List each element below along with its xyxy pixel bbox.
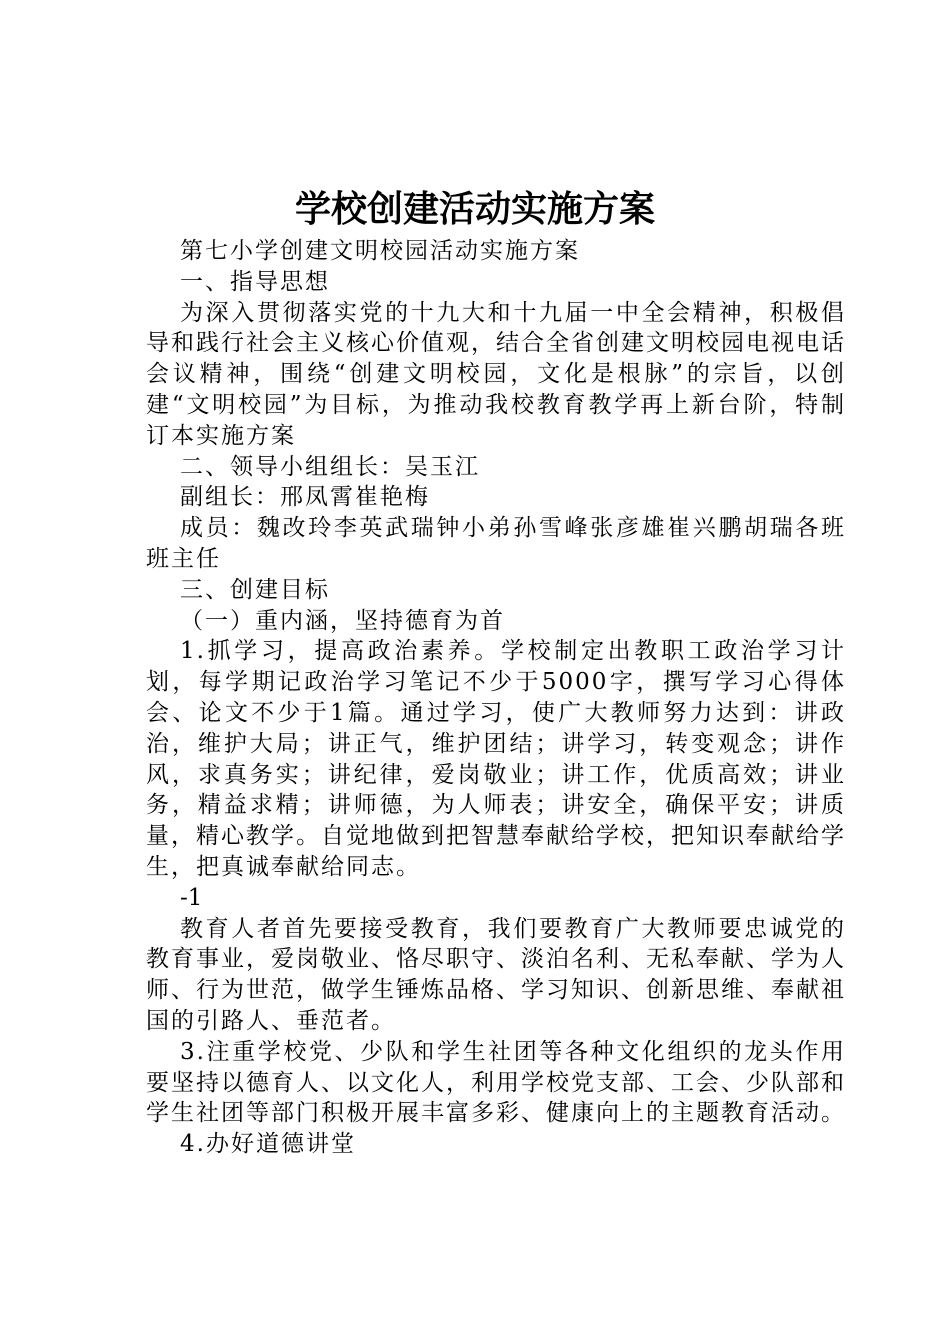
- subheading-moral-education: （一）重内涵，坚持德育为首: [180, 607, 505, 634]
- paragraph-item-1: 1.抓学习，提高政治素养。学校制定出教职工政治学习计划，每学期记政治学习笔记不少于5000字，撰写学习心得体会、论文不少于1篇。通过学习，使广大教师努力达到：讲政治，维护大局；讲正气，维护团结；讲学习，转变观念；讲作风，求真务实；讲纪律，爱岗敬业；讲工作，优质高效；讲业务，精益求精；讲师德，为人师表；讲安全，确保平安；讲质量，精心教学。自觉地做到把智慧奉献给学校，把知识奉献给学生，把真诚奉献给同志。: [146, 638, 846, 880]
- paragraph-item-3: 3.注重学校党、少队和学生社团等各种文化组织的龙头作用要坚持以德育人、以文化人，利用学校党支部、工会、少队部和学生社团等部门积极开展丰富多彩、健康向上的主题教育活动。: [146, 1038, 846, 1127]
- document-title: 学校创建活动实施方案: [294, 188, 655, 230]
- document-body: [146, 236, 846, 1160]
- paragraph-members: 成员：魏改玲李英武瑞钟小弟孙雪峰张彦雄崔兴鹏胡瑞各班班主任: [146, 515, 846, 572]
- paragraph-guiding-thought: 为深入贯彻落实党的十九大和十九届一中全会精神，积极倡导和践行社会主义核心价值观，结合全省创建文明校园电视电话会议精神，围绕“创建文明校园，文化是根脉”的宗旨，以创建“文明校园”为目标，为推动我校教育教学再上新台阶，特制订本实施方案: [146, 299, 846, 449]
- heading-leadership-group: 二、领导小组组长：吴玉江: [180, 453, 480, 480]
- paragraph-subtitle: 第七小学创建文明校园活动实施方案: [180, 238, 580, 264]
- paragraph-item-4: 4.办好道德讲堂: [180, 1131, 356, 1158]
- paragraph-educators: 教育人者首先要接受教育，我们要教育广大教师要忠诚党的教育事业，爱岗敬业、恪尽职守、淡泊名利、无私奉献、学为人师、行为世范，做学生锤炼品格、学习知识、创新思维、奉献祖国的引路人、垂范者。: [146, 915, 846, 1034]
- heading-guiding-thought: 一、指导思想: [180, 268, 330, 295]
- heading-goals: 三、创建目标: [180, 576, 330, 603]
- page-number: -1: [180, 884, 203, 911]
- paragraph-deputy-leaders: 副组长：邢凤霄崔艳梅: [180, 484, 430, 511]
